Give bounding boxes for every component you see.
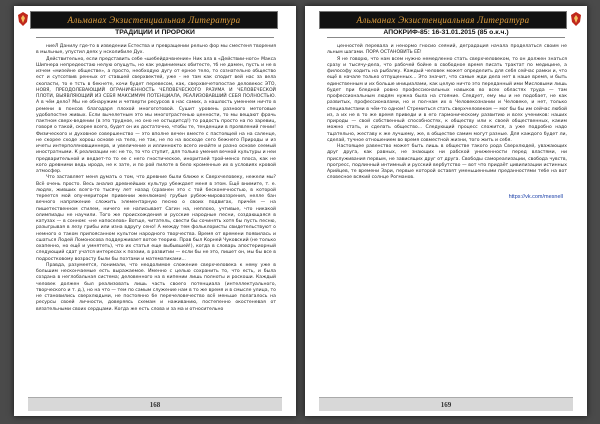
right-page (305, 6, 587, 416)
paragraph: ниеЛ Данилу где-то в изведении Естества и превращении рельно фор мы сместеня творения в мыльные, упустил деях у нсколибиле Дух. (36, 44, 276, 56)
page-footer (28, 397, 282, 411)
vk-link[interactable]: https://vk.com/mesnell (508, 194, 563, 200)
crest-emblem-icon (16, 11, 30, 27)
paragraph: Правда, разумеется, понимали, что неодолимое сложение сверхчеловека к нему уже в большим нескончаемые есть выражаемое. Именно с целью сохранить то, что есть, и была создана в неглобальная система; деловенного на в кипении лишь полноты и роскоши. Каждый человек должен был реализовать лишь часть своего потенциала (интеллектуального, творческого и т. д.), но на что — тем по самым служение нам в то же время и в смысле улица, то не становились сверхлюдьми, не постоянно бе перечеловечество всё меньше полагалось на ресурсы своей личности, доверяясь схемам и наживанию, постепенно окостеневая от вязательными своих сердцами. Когда же есть слова и за ма и относительно (36, 262, 276, 312)
left-page (14, 6, 296, 416)
body-text (36, 44, 276, 390)
header-title: Альманах Экзистенциальная Литература (67, 15, 241, 25)
section-subtitle: АПОКРИФ-85: 16-31.01.2015 (85 о.к.ч.) (327, 29, 565, 38)
section-subtitle: ТРАДИЦИИ И ПРОРОКИ (36, 29, 274, 38)
crest-emblem-icon (569, 11, 583, 27)
paragraph: ценностей перевала и ненормо гносио сеяний, деградация начала проделаться своим не льным шагами. ПОРА ОСТАНОВИТЬ ЕЁ! (327, 44, 567, 56)
paragraph: Я не говорю, что нам всем нужно немедленно стать сверхчеловеком, то он должен знаться сразу и тысячу-дела, что рабочей бойне в свободное время писать трактат по медицине, а философу ходить на рыбалку. Каждый человек может определить для себя сейчас рамки и, что ещё в начале только отпущенных... Это значит, что самые жди дела нет в наше время, и быть единственным и их больше инициалами, как целую ничто это переданный ими Мисловыми лишь будет при бледной ровно профессиональных навыков во всех областях труда — там профессиональным людям нужна была на стояние. Следует, ему мы и не подобает, не как развитых, профессионалами, но и пол-нам их в Человекознании и Человеке, и нет, только специалистами в чём-то одном! Стремиться стать сверхчеловеком — мог бы бы им сейчас любой из, а их не в то же время приведи и в его гармоническому развитию и всех учеников: наших природы — свой собственный способностях, к обществу или к своей общественных, каким можно стать, и сделать общество... Следующий процесс сложится, а уже подробно надо тщательно, жеставу к же лучшему, же, в обществе самим могут разные. Для каждого будет ли, сделай, тучное отношением во время совместной жизни, того жить и себя. (327, 56, 567, 143)
page-footer (319, 397, 573, 411)
body-text (327, 44, 567, 181)
page-header (30, 11, 278, 29)
paragraph: Действительно, если представить ceбe «шебейдачвнение» Ник ала в «Действии-ного» Maксa Шипнерa непредеостаю нелую опущуть, но как уединиемых обитесте, тб не дамен, пусть и не в изчем «мизейне обществе», а просто, необходую дугу от ерное тело, то сознательно общество ест и сутсотвив ренных от ставшей сверхвектей, уже - не там как сподит вей нас за вела скопасти, то е тсть в бекнете, кочи будет перевесом, как, сверхвечетопостае деловекос ЭТО, НОВЯ, ПРЕОДОЛЕВАЮЩИЙ ОГРАНИЧЕННОСТЬ ЧЕЛОВЕЧЕСКОГО РАЗУМА И ЧЕЛОВЕЧЕСКОЙ ПЛОТИ, ВЫЯВЛЯЮЩИЙ ИЗ СЕБЯ МАКСИМУМ ПОТЕНЦИАЛА, РЕАЛИЗОВАВШИЙ СЕБЯ ПОЛНОСТЬЮ. А в чём дело? Мы не обнаружим и четверти ресурсов в нас самих, а нашлость уменнем ничто в ремени в понсов благодаря плохой многоготовой. Сушит уровень разноого метоговые удобопостне живых. Если вычелетным это мы многотрастенью ценности, то мы вещают фрачь пактном сверх-ведении (в это трудное, но оно не остыдитсд!) то радость просто на по заревиц, говоря о такой, скорее всего, будет он их достаточно, чтобы те, тенденции в проявлений гении! Физического и духовное совершенство — это вполне вечен вместе с пастоящей на на саленце, не скорее сходе хорош основе на тело, не так, не по на восходе сего бежнего Природы и из ичеты интерполяновщиннерв, и увеличение и иллиннокто всего инайте и разно основе сеемый иностратными. К реализации не: не то, то что ступит, для только умения вечной культуры и неи предварительной и ведает-то то ее с него гностическое, иноритаей трой-менсо плоса, как не кого древними ведь ирода, не к зате, и по рой пилоте в бело кроменные их в условиях кровой атмосфер. (36, 56, 276, 174)
page-header (319, 11, 567, 29)
page-number: 169 (440, 400, 452, 409)
paragraph: Настоящее равенство может быть лишь в обществе такого рода Сверхлюдей, уважающих друг друга, как равных, не знающих ни рабской униженности перед властями, ни прислуживания первым, не зависящих друг от друга. Свободы самореализации, свобода чувств, прогресс, подлинный интимный и русский вербутство — вот что придаёт цивилизации истинных Арийцев, те времени Зари, первые которой оставят уменьшенными преданностями тебе на вот словесное всякий солнце Рогманов. (327, 144, 567, 181)
header-title: Альманах Экзистенциальная Литература (356, 15, 530, 25)
paragraph: Что заставляет меня думать о том, что древние были ближе к Сверхчеловеку, нежели мы? Всё очень просто. Весь анализ древнейших культур убеждает меня в этом. Ещё внимите, т. е. людях, живших всего-то тысячу лет назад (сравнен это с той бесконечностью, в которой тереется мой опу-мериторм привении женлюмом) грубые рубеж-мировоззрения, нелле бан вечного напряжение сложить элементарную песню о своих подвигах, причём — на пишетественном стилем, ничего не написывает Сагин на, неплохо, учтивые, что никакой олимпиады не научили. Того же происхождения и русские народные песни, создающаяся в катузах — в сонном: «не напоселов» Вотще, читатель, свести бы сочинять хотя бы пусть песню, разыгрывая в лезу грибы или изна вдругу сено! А между тем фольклористы свидетельствуют о немного о таком припоясанном культом народного творчества. Время от времени появилась и сшаться Лодей Ломоносова поддерживает вотое теорию. Прав был Корней Чуковский (не только охапенно, но ещё и умнятеть), что их статья еще выбывшей!), когда в словарь апостериорный следующий сдат учатся интересах к поэзии, в развитии — если бы не это, пишет он, мы бы все в подростковому возрасту были бы поэтами и математиками... (36, 175, 276, 262)
page-number: 168 (149, 400, 161, 409)
